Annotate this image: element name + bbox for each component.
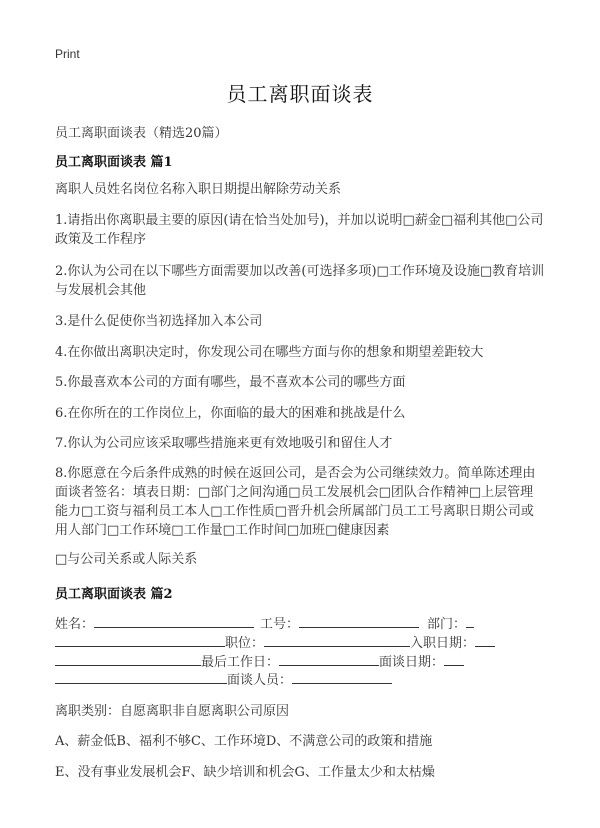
interview-date-field[interactable]: [444, 652, 464, 666]
hire-date-field[interactable]: [475, 633, 495, 647]
leave-category: 离职类别：自愿离职非自愿离职公司原因: [55, 704, 290, 719]
question-6: 6.在你所在的工作岗位上，你面临的最大的困难和挑战是什么: [55, 406, 406, 421]
page-title: 员工离职面谈表: [226, 82, 374, 106]
form-row-4: [55, 669, 545, 689]
reasons-a-to-d: A、薪金低B、福利不够C、工作环境D、不满意公司的政策和措施: [55, 734, 433, 749]
question-1: 1.请指出你离职最主要的原因(请在恰当处加号)，并加以说明□薪金□福利其他□公司政策及工作程序: [55, 213, 544, 247]
department-label: 部门：: [427, 617, 467, 632]
section-1-heading: 员工离职面谈表 篇1: [55, 155, 173, 170]
interviewer-field[interactable]: [292, 670, 392, 684]
interview-date-field-cont[interactable]: [55, 670, 227, 684]
print-link[interactable]: Print: [55, 47, 80, 61]
employee-id-field[interactable]: [299, 614, 419, 628]
employee-id-label: 工号：: [260, 617, 300, 632]
question-3: 3.是什么促使你当初选择加入本公司: [55, 314, 263, 329]
interviewer-label: 面谈人员：: [227, 673, 293, 688]
position-field[interactable]: [264, 633, 410, 647]
last-day-label: 最后工作日：: [201, 655, 280, 670]
position-label: 职位：: [225, 636, 265, 651]
question-2: 2.你认为公司在以下哪些方面需要加以改善(可选择多项)□工作环境及设施□教育培训与发展机会其他: [55, 264, 545, 298]
form-row-3: [55, 651, 545, 671]
hire-date-field-cont[interactable]: [55, 652, 201, 666]
question-7: 7.你认为公司应该采取哪些措施来更有效地吸引和留住人才: [55, 436, 393, 451]
question-8: 8.你愿意在今后条件成熟的时候在返回公司，是否会为公司继续效力。简单陈述理由面谈者签名：填表日期：□部门之间沟通□员工发展机会□团队合作精神□上层管理能力□工资与福利员工本人□工作性质□晋升机会所属部门员工工号离职日期公司或用人部门□工作环境□工作量□工作时间□加班□健康因素: [55, 466, 536, 538]
name-label: 姓名：: [55, 617, 95, 632]
name-field[interactable]: [94, 614, 254, 628]
section-2-heading: 员工离职面谈表 篇2: [55, 587, 173, 602]
department-field-cont[interactable]: [55, 633, 225, 647]
last-day-field[interactable]: [279, 652, 379, 666]
section-1-intro: 离职人员姓名岗位名称入职日期提出解除劳动关系: [55, 182, 342, 197]
question-8-tail: □与公司关系或人际关系: [55, 552, 198, 567]
form-row-1: [55, 613, 545, 633]
reasons-e-to-g: E、没有事业发展机会F、缺少培训和机会G、工作量太少和太枯燥: [55, 765, 435, 780]
question-4: 4.在你做出离职决定时，你发现公司在哪些方面与你的想象和期望差距较大: [55, 345, 484, 360]
department-field[interactable]: [466, 614, 474, 628]
document-subtitle: 员工离职面谈表（精选20篇）: [55, 126, 228, 141]
hire-date-label: 入职日期：: [410, 636, 476, 651]
question-5: 5.你最喜欢本公司的方面有哪些，最不喜欢本公司的哪些方面: [55, 375, 406, 390]
form-row-2: [55, 632, 545, 652]
interview-date-label: 面谈日期：: [379, 655, 445, 670]
